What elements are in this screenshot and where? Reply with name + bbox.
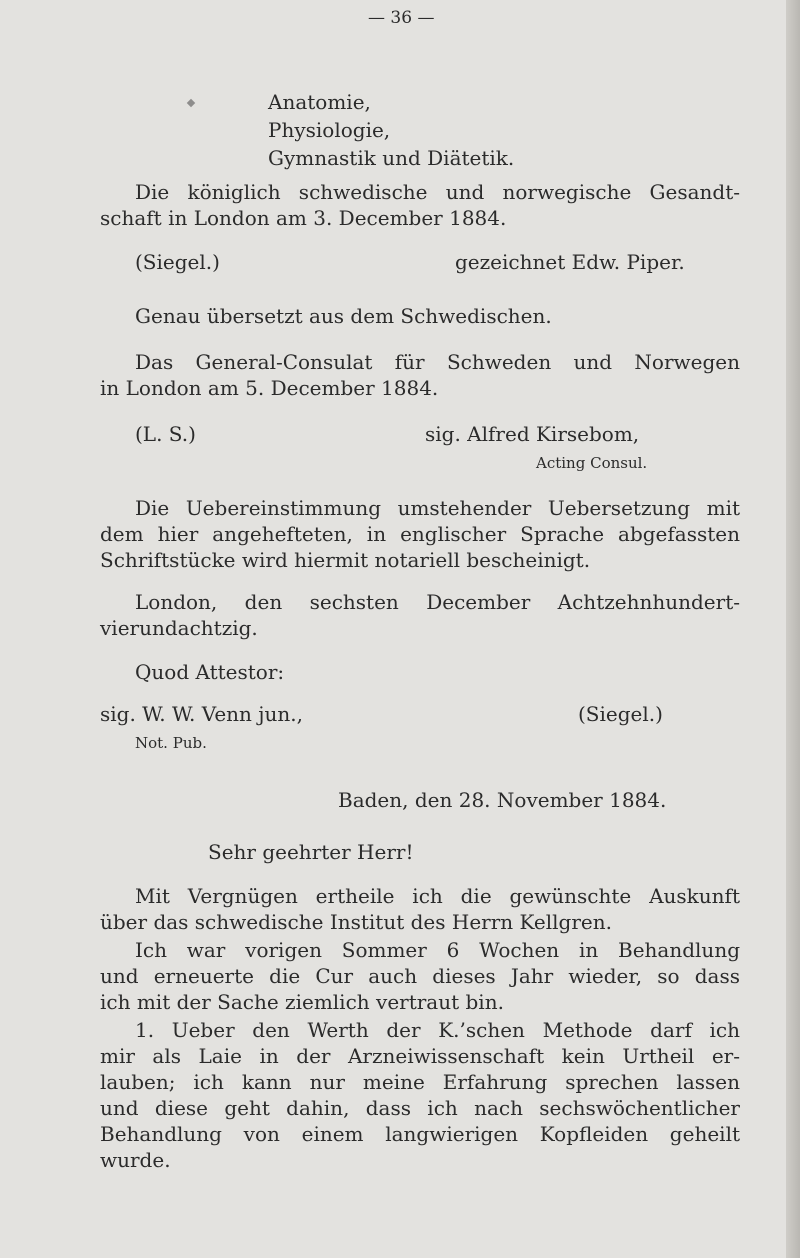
letter-line: 1. Ueber den Werth der K.’schen Methode darf ich bbox=[135, 1018, 740, 1042]
para2-line-2: in London am 5. December 1884. bbox=[100, 376, 439, 400]
para3-line-3: Schriftstücke wird hiermit notariell bescheinigt. bbox=[100, 548, 591, 572]
seal-label-2: (L. S.) bbox=[135, 422, 196, 446]
para3-line-1: Die Uebereinstimmung umstehender Uebersetzung mit bbox=[135, 496, 740, 520]
seal-label-1: (Siegel.) bbox=[135, 250, 220, 274]
letter-line: wurde. bbox=[100, 1148, 171, 1172]
letter-line: und diese geht dahin, dass ich nach sechswöchentlicher bbox=[100, 1096, 740, 1120]
page-edge bbox=[786, 0, 800, 1258]
letter-line: und erneuerte die Cur auch dieses Jahr wieder, so dass bbox=[100, 964, 740, 988]
letter-line: Behandlung von einem langwierigen Kopfleiden geheilt bbox=[100, 1122, 740, 1146]
para2-line-1: Das General-Consulat für Schweden und Norwegen bbox=[135, 350, 740, 374]
signature-kirsebom: sig. Alfred Kirsebom, bbox=[425, 422, 640, 446]
para1-line-1: Die königlich schwedische und norwegische Gesandt- bbox=[135, 180, 740, 204]
signature-venn-title: Not. Pub. bbox=[135, 734, 207, 752]
letter-line: mir als Laie in der Arzneiwissenschaft kein Urtheil er- bbox=[100, 1044, 740, 1068]
para1-line-2: schaft in London am 3. December 1884. bbox=[100, 206, 507, 230]
page-number: — 36 — bbox=[368, 8, 435, 28]
signature-venn: sig. W. W. Venn jun., bbox=[100, 702, 303, 726]
stray-mark bbox=[187, 99, 195, 107]
para4-line-1: London, den sechsten December Achtzehnhundert- bbox=[135, 590, 740, 614]
letter-line: lauben; ich kann nur meine Erfahrung sprechen lassen bbox=[100, 1070, 740, 1094]
letter-line: über das schwedische Institut des Herrn Kellgren. bbox=[100, 910, 612, 934]
translation-note: Genau übersetzt aus dem Schwedischen. bbox=[135, 304, 552, 328]
signature-piper: gezeichnet Edw. Piper. bbox=[455, 250, 685, 274]
letter-line: Mit Vergnügen ertheile ich die gewünschte Auskunft bbox=[135, 884, 740, 908]
heading-line-1: Anatomie, bbox=[268, 90, 371, 114]
signature-kirsebom-title: Acting Consul. bbox=[536, 454, 648, 472]
quod-attestor: Quod Attestor: bbox=[135, 660, 285, 684]
para4-line-2: vierundachtzig. bbox=[100, 616, 258, 640]
heading-line-2: Physiologie, bbox=[268, 118, 391, 142]
letter-salutation: Sehr geehrter Herr! bbox=[208, 840, 414, 864]
seal-label-3: (Siegel.) bbox=[578, 702, 663, 726]
letter-dateline: Baden, den 28. November 1884. bbox=[338, 788, 667, 812]
para3-line-2: dem hier angehefteten, in englischer Sprache abgefassten bbox=[100, 522, 740, 546]
letter-line: ich mit der Sache ziemlich vertraut bin. bbox=[100, 990, 504, 1014]
heading-line-3: Gymnastik und Diätetik. bbox=[268, 146, 515, 170]
letter-line: Ich war vorigen Sommer 6 Wochen in Behandlung bbox=[135, 938, 740, 962]
